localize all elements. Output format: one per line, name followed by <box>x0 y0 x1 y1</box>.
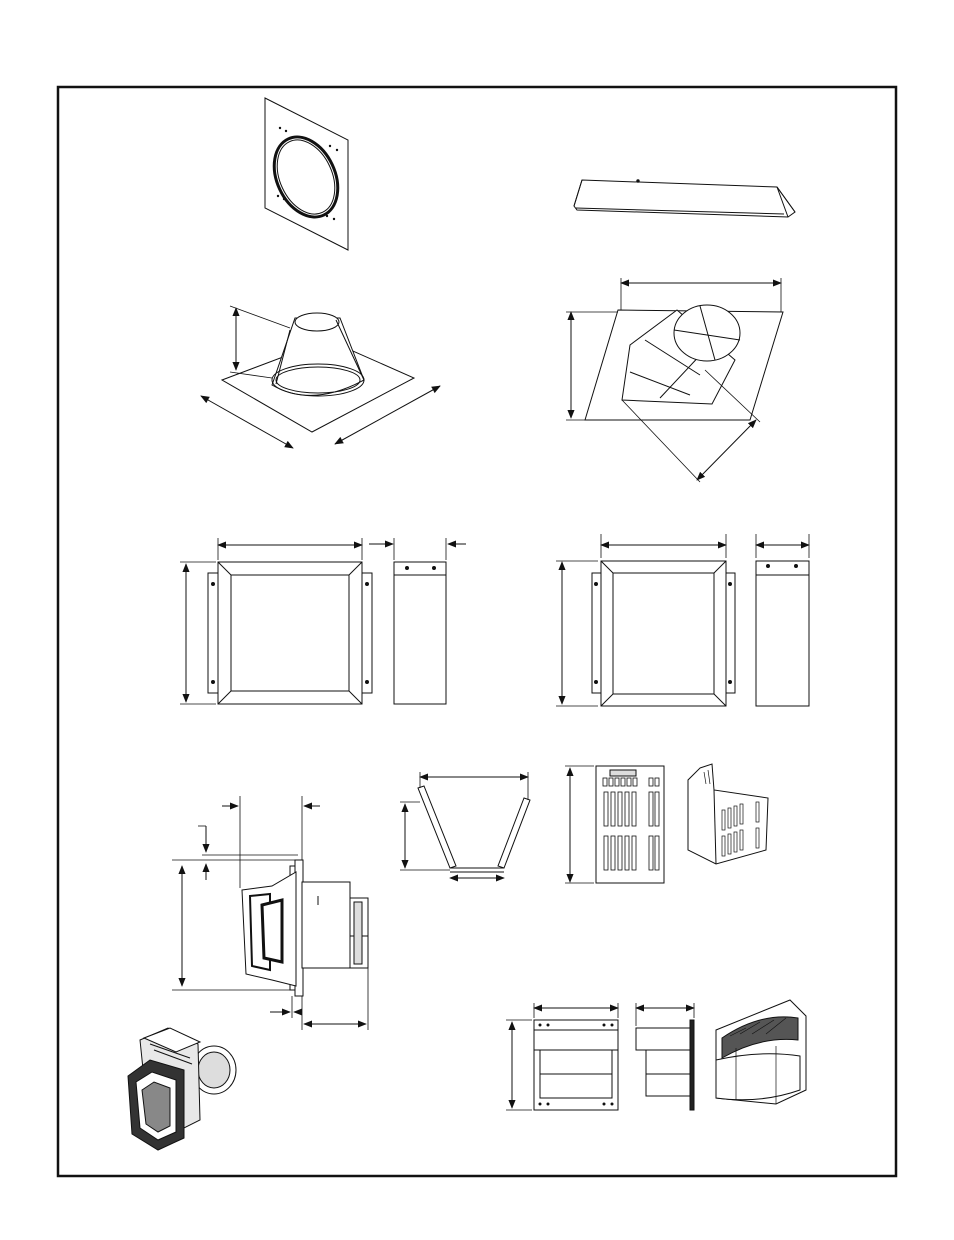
vent-guard-flat <box>565 766 664 883</box>
snorkel-guard <box>506 1000 806 1110</box>
ridge-flashing <box>574 180 795 217</box>
firestop-square-2 <box>556 534 809 706</box>
horizontal-termination-side <box>172 796 368 1030</box>
horizontal-termination-perspective <box>128 1028 236 1150</box>
vent-guard-perspective <box>688 764 768 864</box>
roof-flashing-angled <box>566 278 783 482</box>
roof-flashing-cone <box>201 306 440 448</box>
wall-thimble-plate <box>262 98 350 250</box>
trough-shield <box>400 772 530 878</box>
firestop-square-1 <box>180 538 466 704</box>
